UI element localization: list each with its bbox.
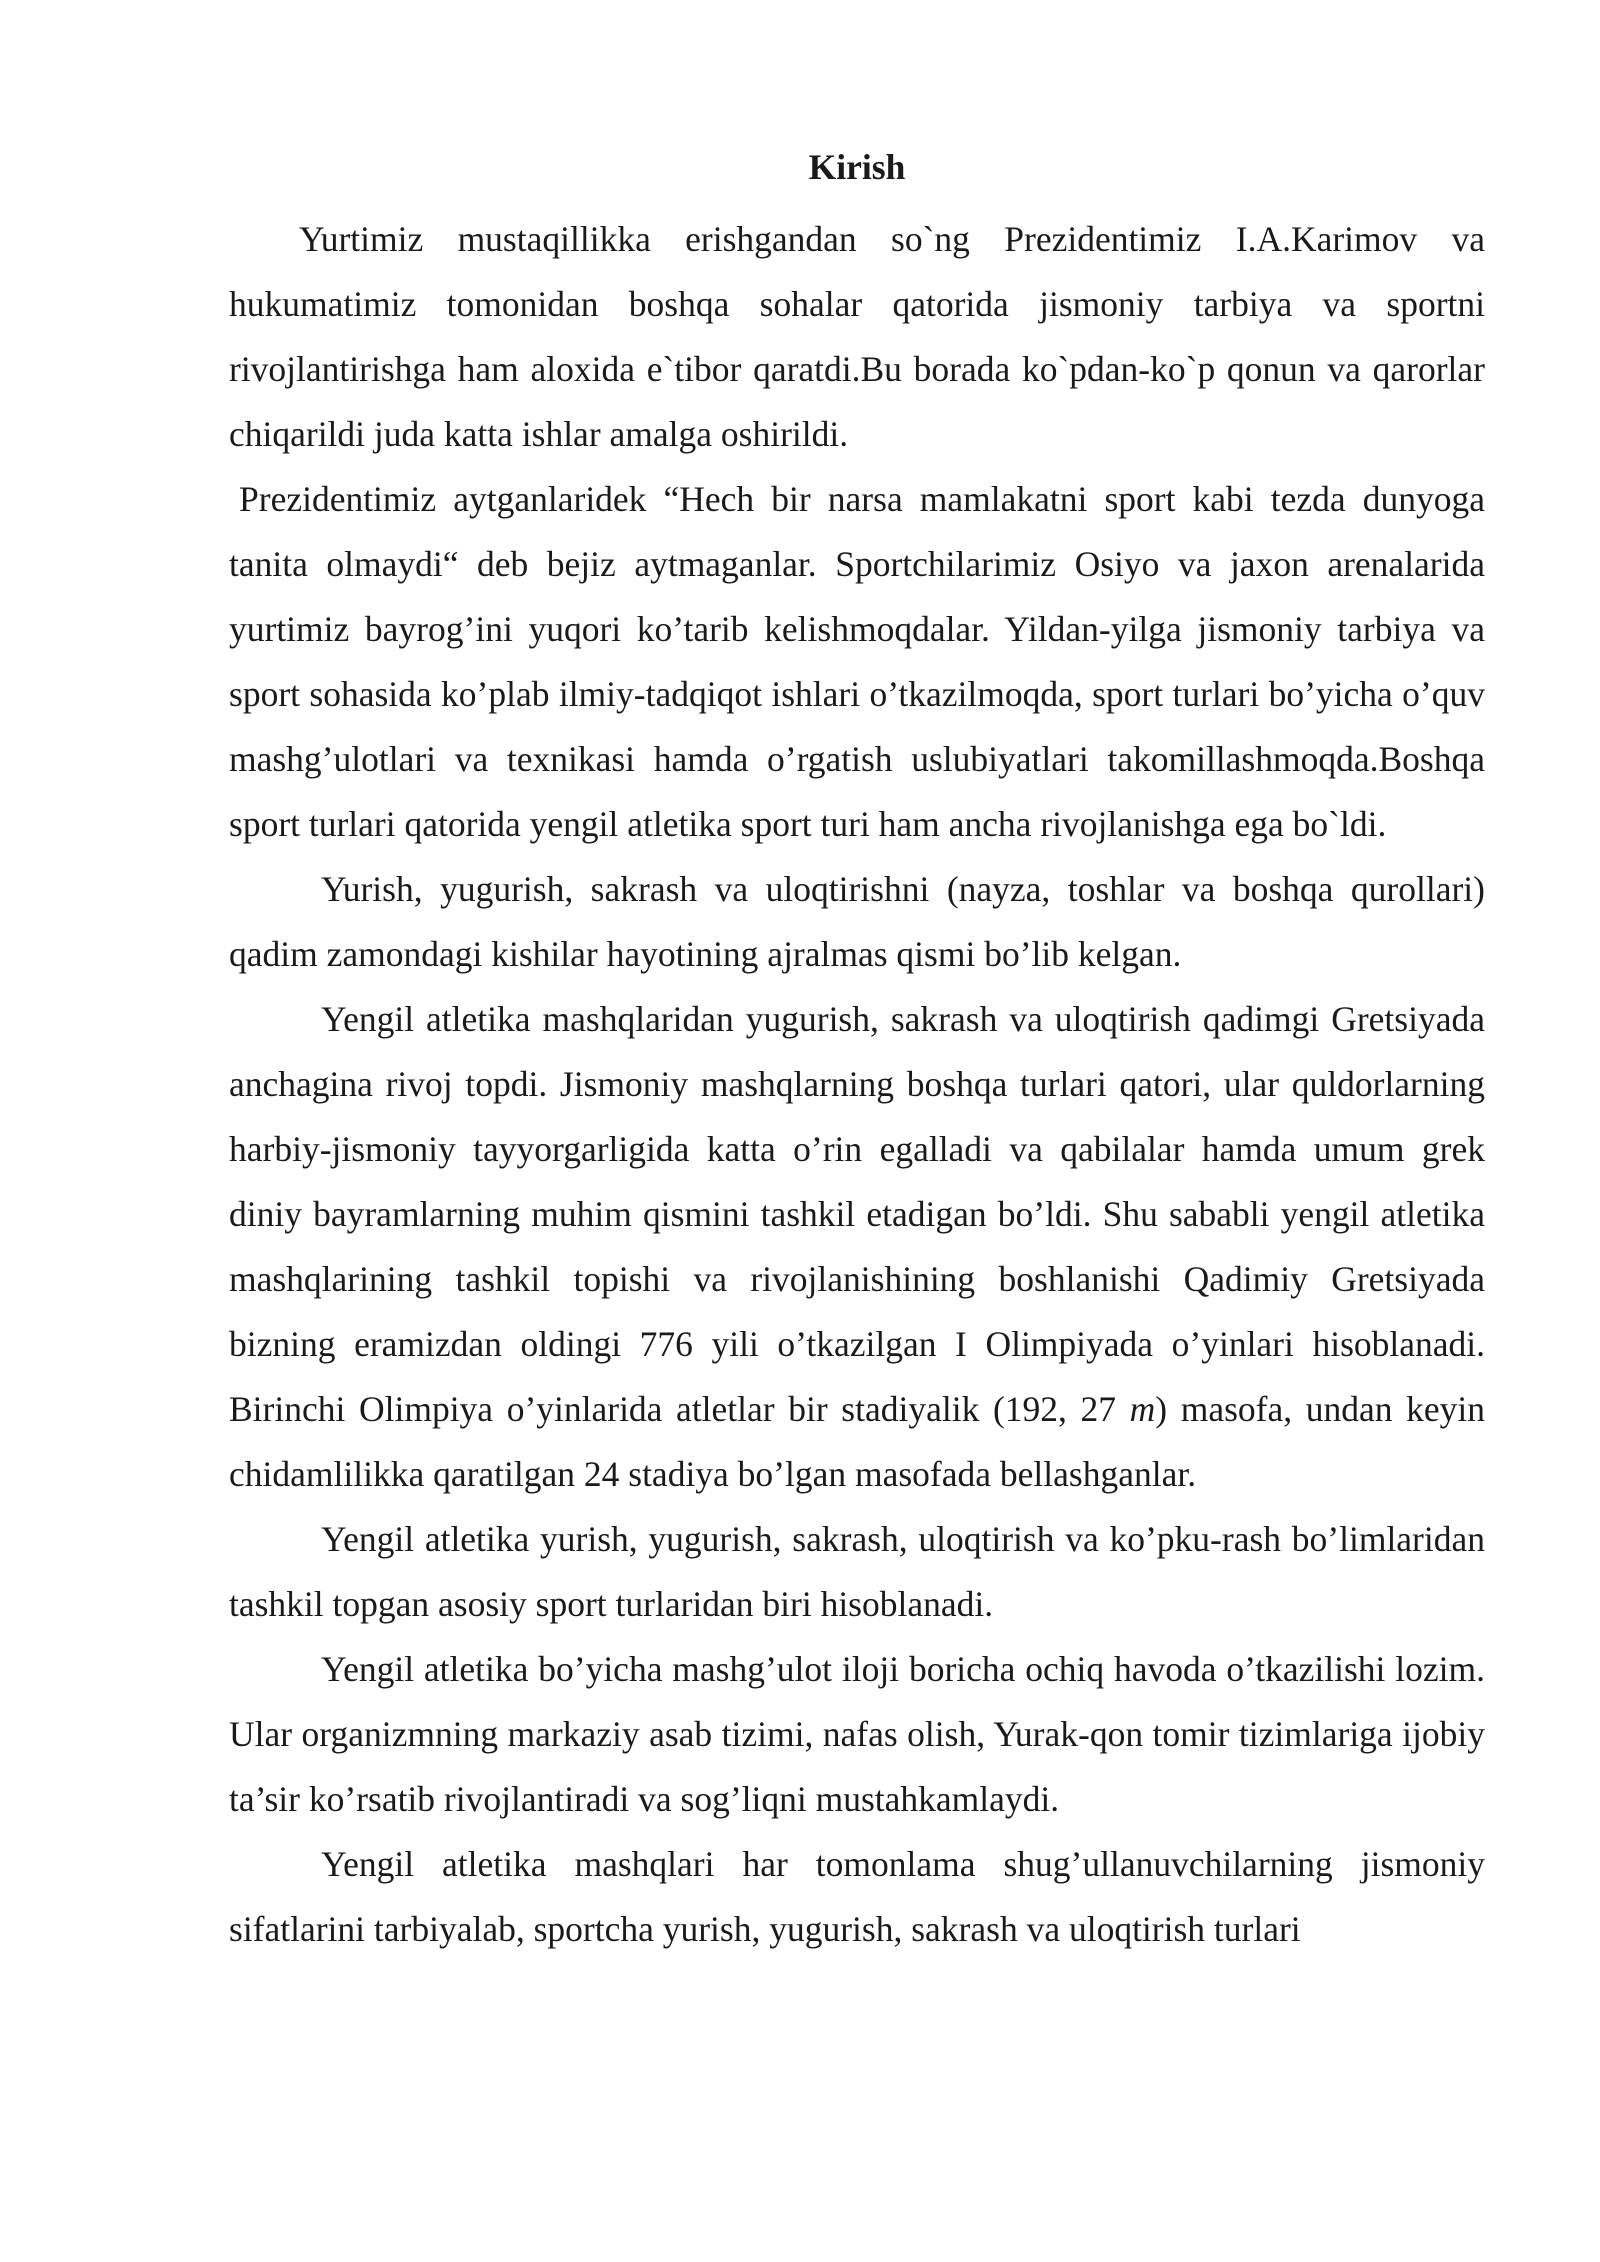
title-wrap (229, 142, 1485, 207)
paragraph-6: Yengil atletika bo’yicha mashg’ulot iloji boricha ochiq havoda o’tkazilishi lozim. Ular organizmning markaziy asab tizimi, nafas olish, Yurak-qon tomir tizimlariga ijobiy ta’sir ko’rsatib rivojlantiradi va sog’liqni mustahkamlaydi. (229, 1649, 1485, 1819)
paragraph-4 (229, 987, 1485, 1507)
paragraph-3: Yurish, yugurish, sakrash va uloqtirishni (nayza, toshlar va boshqa qurollari) qadim zamondagi kishilar hayotining ajralmas qismi bo’lib kelgan. (229, 869, 1485, 974)
page-title: Kirish (808, 147, 906, 187)
paragraph-5: Yengil atletika yurish, yugurish, sakrash, uloqtirish va ko’pku-rash bo’limlaridan tashkil topgan asosiy sport turlaridan biri hisoblanadi. (229, 1519, 1485, 1624)
paragraph-4-text: Yengil atletika mashqlaridan yugurish, sakrash va uloqtirish qadimgi Gretsiyada anchagina rivoj topdi. Jismoniy mashqlarning boshqa turlari qatori, ular quldorlarning harbiy-jismoniy tayyorgarligida katta o’rin egalladi va qabilalar hamda umum grek diniy bayramlarning muhim qismini tashkil etadigan bo’ldi. Shu sababli yengil atletika mashqlarining tashkil topishi va rivojlanishining boshlanishi Qadimiy Gretsiyada bizning eramizdan oldingi 776 yili o’tkazilgan I Olimpiyada o’yinlari hisoblanadi. Birinchi Olimpiya o’yinlarida atletlar bir stadiyalik (192, 27 (229, 999, 1485, 1429)
document-page (229, 147, 1485, 1962)
paragraph-2: Prezidentimiz aytganlaridek “Hech bir narsa mamlakatni sport kabi tezda dunyoga tanita olmaydi“ deb bejiz aytmaganlar. Sportchilarimiz Osiyo va jaxon arenalarida yurtimiz bayrog’ini yuqori ko’tarib kelishmoqdalar. Yildan-yilga jismoniy tarbiya va sport sohasida ko’plab ilmiy-tadqiqot ishlari o’tkazilmoqda, sport turlari bo’yicha o’quv mashg’ulotlari va texnikasi hamda o’rgatish uslubiyatlari takomillashmoqda.Boshqa sport turlari qatorida yengil atletika sport turi ham ancha rivojlanishga ega bo`ldi. (229, 479, 1485, 844)
paragraph-7: Yengil atletika mashqlari har tomonlama shug’ullanuvchilarning jismoniy sifatlarini tarbiyalab, sportcha yurish, yugurish, sakrash va uloqtirish turlari (229, 1844, 1485, 1949)
paragraph-4-tail: ) masofa, undan keyin chidamlilikka qaratilgan 24 stadiya bo’lgan masofada bellashganlar. (229, 1389, 1485, 1494)
paragraph-1: Yurtimiz mustaqillikka erishgandan so`ng Prezidentimiz I.A.Karimov va hukumatimiz tomonidan boshqa sohalar qatorida jismoniy tarbiya va sportni rivojlantirishga ham aloxida e`tibor qaratdi.Bu borada ko`pdan-ko`p qonun va qarorlar chiqarildi juda katta ishlar amalga oshirildi. (229, 219, 1485, 454)
unit-meter: m (1129, 1389, 1156, 1429)
